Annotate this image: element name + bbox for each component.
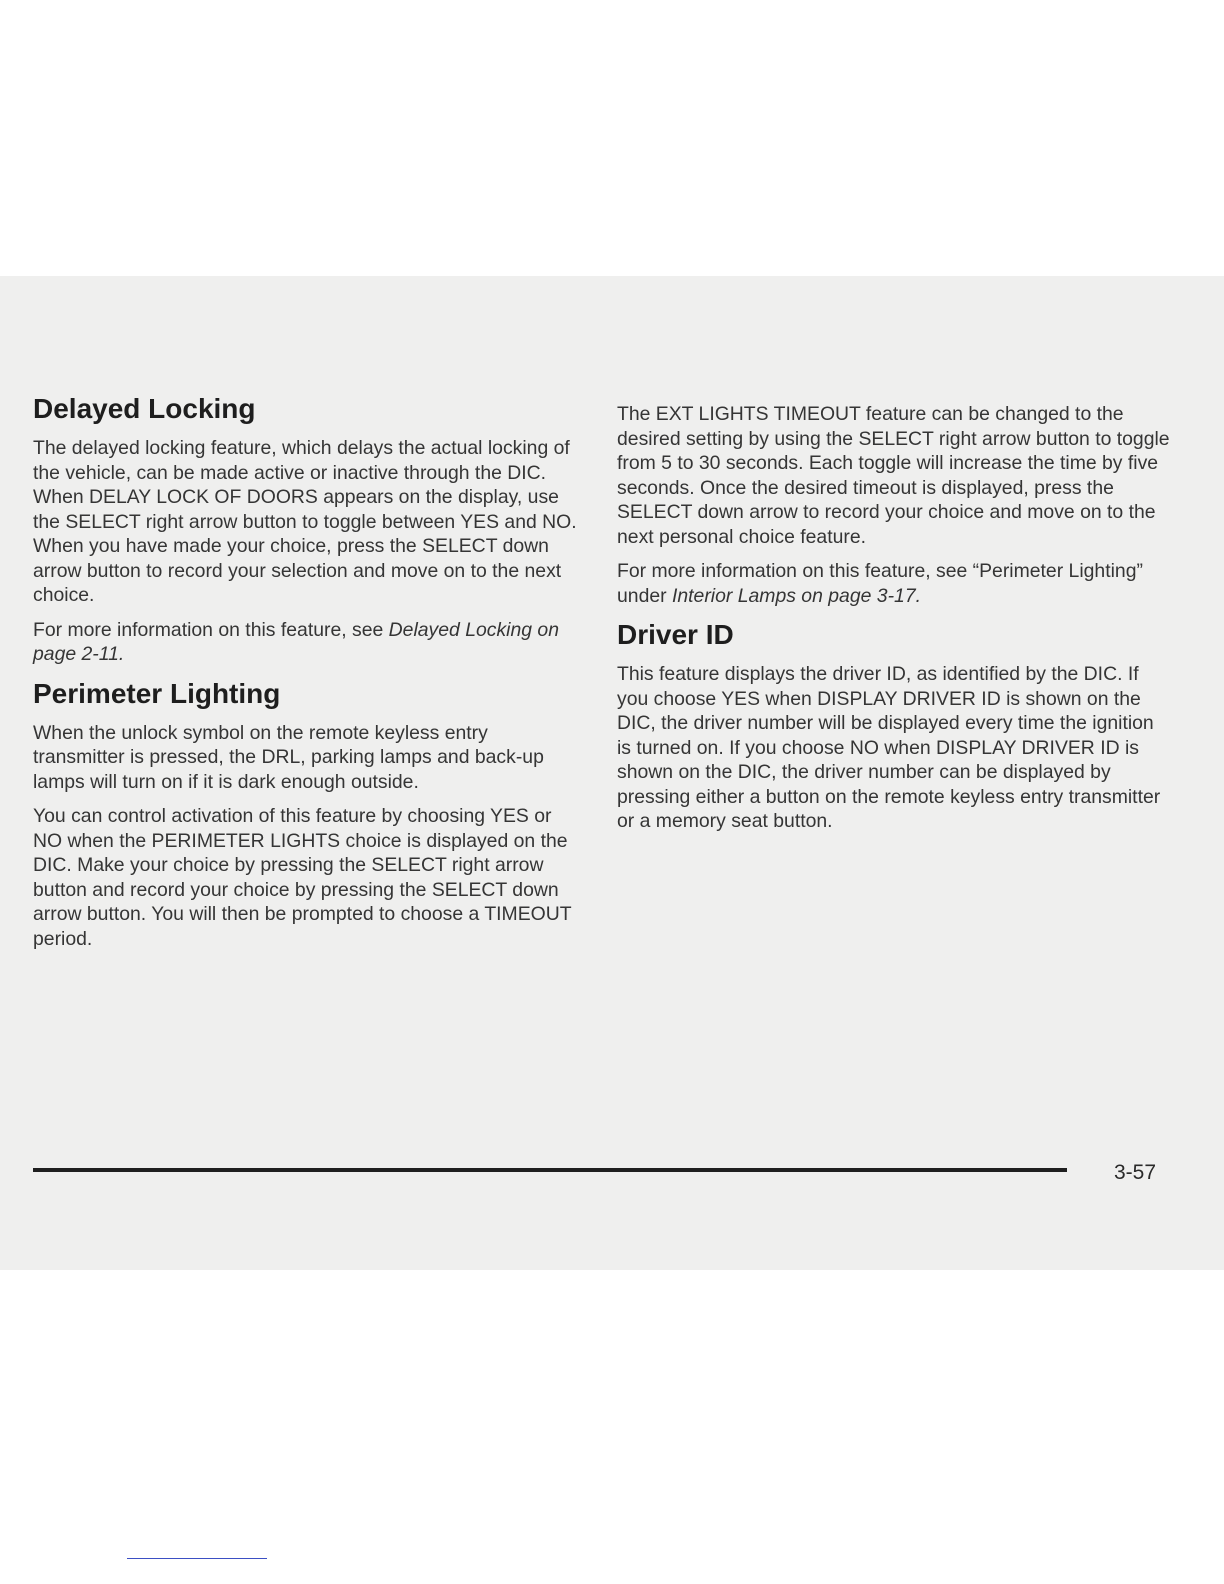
delayed-locking-paragraph: The delayed locking feature, which delays the actual locking of the vehicle, can be made active or inactive through the DIC. When DELAY LOCK OF DOORS appears on the display, use the SELECT right arrow button to toggle between YES and NO. When you have made your choice, press the SELECT down arrow button to record your selection and move on to the next choice.	[33, 437, 577, 606]
delayed-locking-reference	[33, 618, 581, 667]
ext-lights-timeout-paragraph: The EXT LIGHTS TIMEOUT feature can be changed to the desired setting by using the SELECT right arrow button to toggle from 5 to 30 seconds. Each toggle will increase the time by five seconds. Once the desired timeout is displayed, press the SELECT down arrow to record your choice and move on to the next personal choice feature.	[617, 403, 1170, 548]
reference-intro: For more information on this feature, see “Perimeter Lighting” under	[617, 560, 1143, 607]
left-column	[33, 392, 581, 961]
driver-id-section	[617, 618, 1173, 834]
right-column	[617, 392, 1173, 844]
delayed-locking-heading: Delayed Locking	[33, 393, 256, 424]
perimeter-lighting-heading: Perimeter Lighting	[33, 677, 281, 709]
footer-rule	[33, 1168, 1067, 1172]
ext-lights-timeout-section	[617, 402, 1173, 608]
delayed-locking-page-ref[interactable]: Delayed Locking on page 2-11.	[33, 618, 559, 665]
driver-id-heading: Driver ID	[617, 619, 734, 650]
delayed-locking-section	[33, 392, 581, 667]
bottom-link-underline	[127, 1558, 267, 1559]
perimeter-lighting-paragraph-1: When the unlock symbol on the remote keyless entry transmitter is pressed, the DRL, parking lamps and back-up lamps will turn on if it is dark enough outside.	[33, 721, 544, 793]
interior-lamps-page-ref[interactable]: Interior Lamps on page 3-17.	[671, 584, 921, 607]
reference-intro: For more information on this feature, see	[33, 618, 389, 641]
page-number: 3-57	[1114, 1161, 1157, 1184]
perimeter-lighting-paragraph-2: You can control activation of this feature by choosing YES or NO when the PERIMETER LIGHTS choice is displayed on the DIC. Make your choice by pressing the SELECT right arrow button and record your choice by pressing the SELECT down arrow button. You will then be prompted to choose a TIMEOUT period.	[33, 805, 572, 950]
perimeter-lighting-section	[33, 677, 581, 952]
driver-id-paragraph: This feature displays the driver ID, as identified by the DIC. If you choose YES when DISPLAY DRIVER ID is shown on the DIC, the driver number will be displayed every time the ignition is turned on. If you choose NO when DISPLAY DRIVER ID is shown on the DIC, the driver number can be displayed by pressing either a button on the remote keyless entry transmitter or a memory seat button.	[617, 663, 1161, 832]
ext-lights-reference	[617, 559, 1173, 608]
